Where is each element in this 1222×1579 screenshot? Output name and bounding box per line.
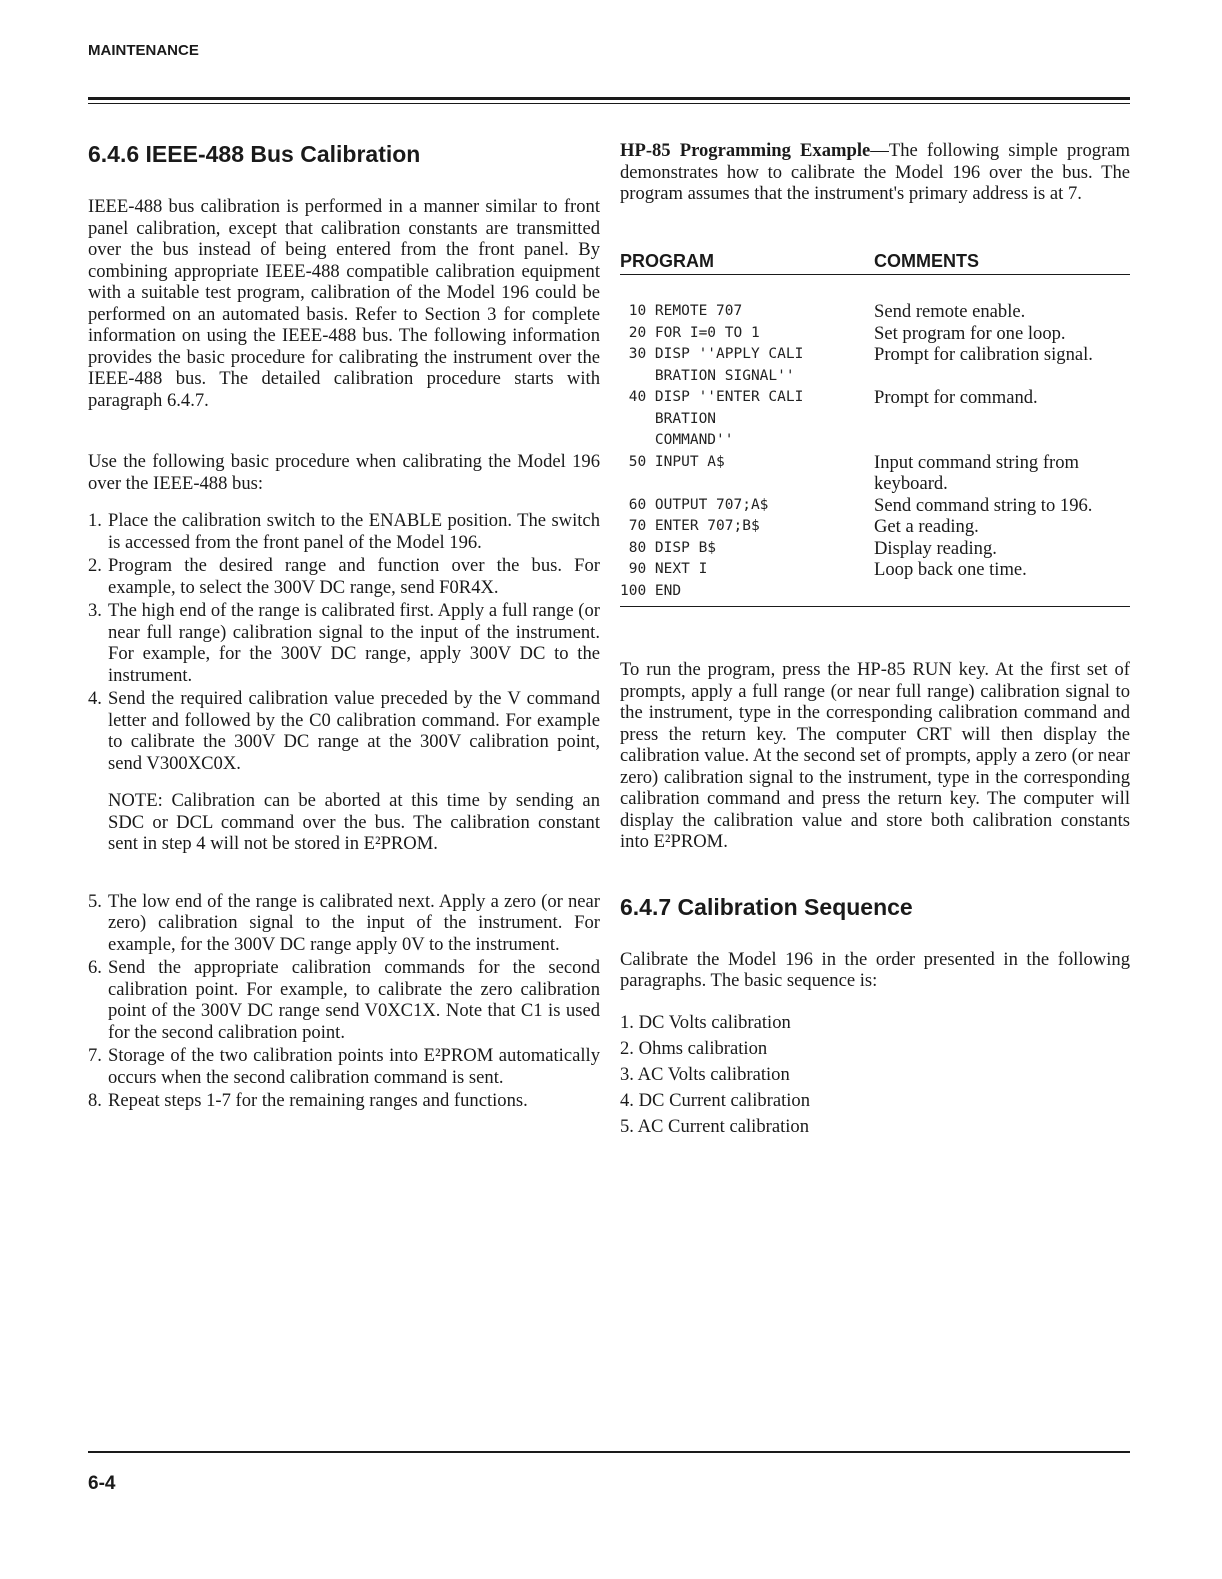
program-line xyxy=(620,538,1130,560)
program-line xyxy=(620,495,1130,517)
program-code: 20 FOR I=0 TO 1 xyxy=(620,324,760,341)
step-text: Program the desired range and function over the bus. For example, to select the 300V DC range, send F0R4X. xyxy=(108,555,600,598)
step-number: 2. xyxy=(88,555,102,576)
step-text: Send the appropriate calibration commands for the second calibration point. For example, to calibrate the zero calibration point of the 300V DC range send V0XC1X. Note that C1 is used for the second calibration point. xyxy=(108,957,600,1043)
program-code: 50 INPUT A$ xyxy=(620,453,725,470)
program-code: 40 DISP ''ENTER CALI BRATION COMMAND'' xyxy=(628,389,804,448)
program-comment: Send command string to 196. xyxy=(874,494,1093,516)
program-code: 10 REMOTE 707 xyxy=(620,303,743,319)
step-number: 3. xyxy=(88,600,102,621)
section-heading-6-4-6: 6.4.6 IEEE-488 Bus Calibration xyxy=(88,141,421,167)
step-text: Storage of the two calibration points into E²PROM automatically occurs when the second calibration command is sent. xyxy=(108,1045,600,1088)
procedure-step xyxy=(88,1090,600,1112)
calibration-sequence-list xyxy=(620,1010,1130,1140)
sequence-item: 4. DC Current calibration xyxy=(620,1089,811,1111)
header-rule-thin xyxy=(88,103,1130,104)
program-listing xyxy=(620,301,1130,607)
procedure-steps-a xyxy=(88,510,600,774)
step-text: The low end of the range is calibrated next. Apply a zero (or near zero) calibration signal to the input of the instrument. For example, for the 300V DC range apply 0V to the instrument. xyxy=(108,890,600,955)
page-number: 6-4 xyxy=(88,1473,116,1494)
program-code: 60 OUTPUT 707;A$ xyxy=(620,496,769,513)
step-text: Place the calibration switch to the ENABLE position. The switch is accessed from the front panel of the Model 196. xyxy=(108,510,600,553)
program-line xyxy=(620,301,1130,323)
program-code: 80 DISP B$ xyxy=(620,539,717,556)
sequence-item: 2. Ohms calibration xyxy=(620,1037,768,1059)
procedure-step xyxy=(88,1045,600,1088)
right-column xyxy=(620,140,1130,1140)
run-instructions: To run the program, press the HP-85 RUN key. At the first set of prompts, apply a full range (or near full range) calibration signal to the instrument, type in the corresponding calibration command and press the return key. The computer CRT will then display the calibration value. At the second set of prompts, apply a zero (or near zero) calibration signal to the instrument, type in the corresponding calibration command and press the return key. The computer will display the calibration value and store both calibration constants into E²PROM. xyxy=(620,659,1130,852)
program-line xyxy=(620,452,1130,495)
procedure-step xyxy=(88,891,600,956)
step-number: 6. xyxy=(88,957,102,978)
section-heading-6-4-7: 6.4.7 Calibration Sequence xyxy=(620,893,913,920)
intro-paragraph: IEEE-488 bus calibration is performed in a manner similar to front panel calibration, except that calibration constants are transmitted over the bus instead of being entered from the front panel. By combining appropriate IEEE-488 compatible calibration equipment with a suitable test program, calibration of the Model 196 could be performed on an automated basis. Refer to Section 3 for complete information on using the IEEE-488 bus. The following information provides the basic procedure for calibrating the instrument over the IEEE-488 bus. The detailed calibration procedure starts with paragraph 6.4.7. xyxy=(88,196,600,411)
step-number: 1. xyxy=(88,510,102,531)
abort-note: NOTE: Calibration can be aborted at this time by sending an SDC or DCL command over the bus. The calibration constant sent in step 4 will not be stored in E²PROM. xyxy=(108,790,600,854)
sequence-item: 3. AC Volts calibration xyxy=(620,1063,790,1085)
left-column xyxy=(88,140,600,1114)
program-comment: Display reading. xyxy=(874,537,997,559)
program-table-header xyxy=(620,251,1130,276)
program-line xyxy=(620,323,1130,345)
procedure-lead: Use the following basic procedure when calibrating the Model 196 over the IEEE-488 bus: xyxy=(88,451,600,494)
sequence-item: 1. DC Volts calibration xyxy=(620,1011,791,1033)
procedure-steps-b xyxy=(88,891,600,1112)
program-comment: Get a reading. xyxy=(874,516,979,537)
program-column-header: PROGRAM xyxy=(620,250,714,271)
step-number: 4. xyxy=(88,688,102,709)
procedure-step xyxy=(88,957,600,1043)
running-header: MAINTENANCE xyxy=(88,42,199,59)
example-title: HP-85 Programming Example xyxy=(620,140,871,161)
program-comment: Input command string from keyboard. xyxy=(874,451,1080,494)
program-comment: Send remote enable. xyxy=(874,301,1026,322)
sequence-intro: Calibrate the Model 196 in the order presented in the following paragraphs. The basic sequence is: xyxy=(620,948,1130,991)
program-code: 100 END xyxy=(620,582,682,599)
program-code: 30 DISP ''APPLY CALI BRATION SIGNAL'' xyxy=(628,346,804,384)
program-line xyxy=(620,516,1130,538)
program-line xyxy=(620,387,1130,452)
comments-column-header: COMMENTS xyxy=(874,250,979,271)
example-intro xyxy=(620,140,1130,205)
program-comment: Loop back one time. xyxy=(874,559,1027,580)
procedure-step xyxy=(88,510,600,553)
procedure-step xyxy=(88,555,600,598)
program-code: 70 ENTER 707;B$ xyxy=(620,518,760,534)
procedure-step xyxy=(88,600,600,686)
program-line xyxy=(620,344,1130,387)
program-comment: Set program for one loop. xyxy=(874,322,1066,344)
step-number: 8. xyxy=(88,1090,102,1111)
step-number: 7. xyxy=(88,1045,102,1066)
footer-rule xyxy=(88,1451,1130,1453)
step-text: Repeat steps 1-7 for the remaining ranges and functions. xyxy=(108,1090,528,1111)
example-text: —The following simple program demonstrates how to calibrate the Model 196 over the bus. The program assumes that the instrument's primary address is at 7. xyxy=(620,140,1130,204)
sequence-item: 5. AC Current calibration xyxy=(620,1115,809,1137)
step-text: Send the required calibration value preceded by the V command letter and followed by the C0 calibration command. For example to calibrate the 300V DC range at the 300V calibration point, send V300XC0X. xyxy=(108,688,600,774)
program-line xyxy=(620,559,1130,581)
header-rule-thick xyxy=(88,97,1130,100)
program-comment: Prompt for calibration signal. xyxy=(874,344,1093,365)
procedure-step xyxy=(88,688,600,774)
program-comment: Prompt for command. xyxy=(874,387,1038,408)
program-code: 90 NEXT I xyxy=(620,561,708,577)
step-text: The high end of the range is calibrated first. Apply a full range (or near full range) calibration signal to the input of the instrument. For example, for the 300V DC range, apply 300V DC to the instrument. xyxy=(108,600,600,686)
program-line xyxy=(620,581,1130,603)
step-number: 5. xyxy=(88,890,102,912)
